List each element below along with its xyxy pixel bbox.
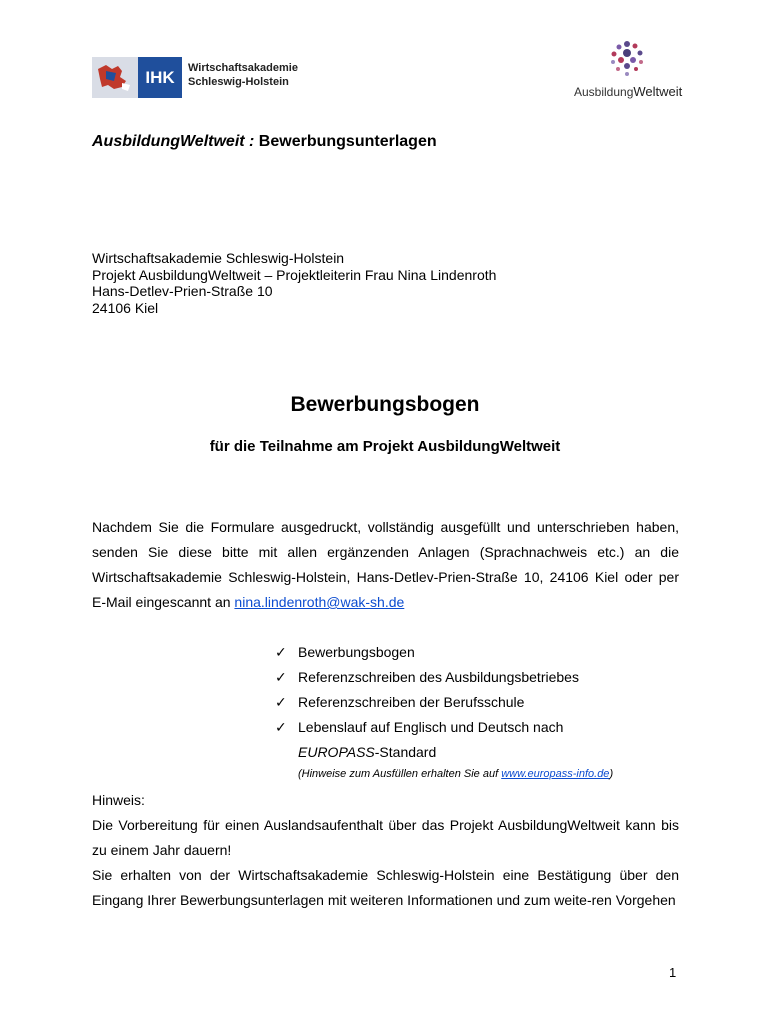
checklist-item: ✓ Bewerbungsbogen: [275, 640, 695, 665]
intro-paragraph: Nachdem Sie die Formulare ausgedruckt, vollständig ausgefüllt und unterschrieben haben, senden Sie diese bitte mit allen ergänzenden Anlagen (Sprachnachweis etc.) an die Wirtschaftsakademie Schleswig-Holstein, Hans-Detlev-Prien-Straße 10, 24106 Kiel oder per E-Mail eingescannt an nina.lindenroth@wak-sh.de: [92, 519, 679, 610]
email-link[interactable]: nina.lindenroth@wak-sh.de: [234, 594, 405, 610]
ausbildungweltweit-logo: [573, 40, 683, 100]
address-line: Hans-Detlev-Prien-Straße 10: [92, 283, 273, 299]
page-title: AusbildungWeltweit : Bewerbungsunterlagen: [92, 133, 437, 150]
ausbildungweltweit-logo-text: AusbildungWeltweit: [574, 84, 683, 99]
ihk-logo-text: Wirtschaftsakademie Schleswig-Holstein: [188, 62, 298, 88]
checklist-item: ✓ Referenzschreiben der Berufsschule: [275, 690, 695, 715]
document-checklist: [275, 640, 695, 765]
page-number: 1: [669, 965, 677, 980]
checkmark-icon: ✓: [275, 644, 287, 660]
europass-note: (Hinweise zum Ausfüllen erhalten Sie auf www.europass-info.de): [298, 768, 614, 780]
address-block: [92, 250, 496, 316]
address-line: Projekt AusbildungWeltweit – Projektleiterin Frau Nina Lindenroth: [92, 266, 497, 283]
address-line: Wirtschaftsakademie Schleswig-Holstein: [92, 250, 345, 266]
form-title: Bewerbungsbogen: [290, 393, 480, 416]
form-subtitle: für die Teilnahme am Projekt AusbildungWeltweit: [209, 438, 561, 455]
globe-dots-icon: [607, 40, 647, 80]
map-icon: [92, 57, 138, 98]
ihk-logo: [92, 57, 320, 98]
hint-label: Hinweis:: [92, 792, 145, 808]
checklist-item: ✓ Referenzschreiben des Ausbildungsbetriebes: [275, 665, 695, 690]
hint-section: [92, 788, 679, 913]
europass-link[interactable]: www.europass-info.de: [501, 768, 610, 780]
checkmark-icon: ✓: [275, 694, 287, 710]
hint-paragraph: Die Vorbereitung für einen Auslandsaufenthalt über das Projekt AusbildungWeltweit kann bis zu einem Jahr dauern!: [92, 817, 679, 858]
hint-paragraph: Sie erhalten von der Wirtschaftsakademie Schleswig-Holstein eine Bestätigung über den Eingang Ihrer Bewerbungsunterlagen mit weiteren Informationen und zum weite-ren Vorgehen: [92, 867, 679, 908]
address-line: 24106 Kiel: [92, 299, 159, 316]
checkmark-icon: ✓: [275, 669, 287, 685]
checkmark-icon: ✓: [275, 719, 287, 735]
checklist-item: ✓ Lebenslauf auf Englisch und Deutsch nach EUROPASS-Standard: [275, 715, 695, 765]
ihk-badge: IHK: [138, 57, 182, 98]
